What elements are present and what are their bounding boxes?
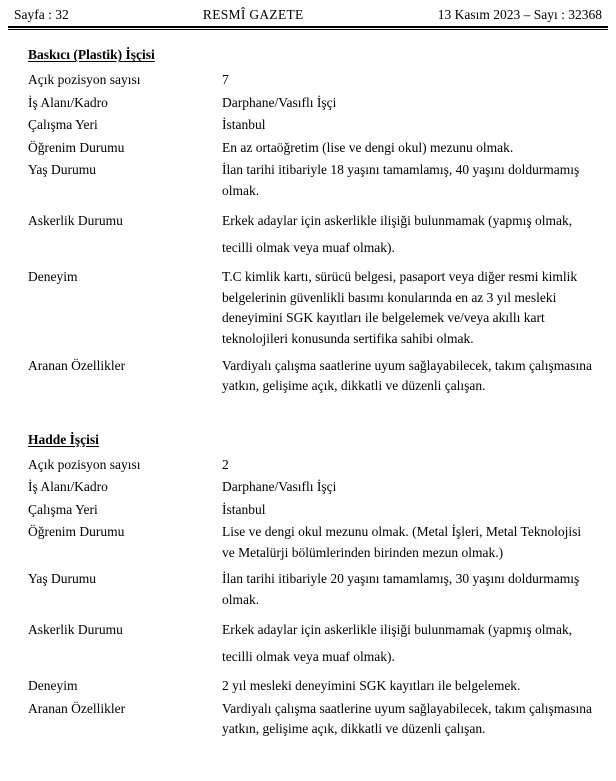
spec-label: İş Alanı/Kadro xyxy=(28,94,108,110)
spec-row xyxy=(14,500,602,521)
spec-value: Erkek adaylar için askerlikle ilişiği bulunmamak (yapmış olmak, tecilli olmak veya muaf olmak). xyxy=(222,622,573,665)
spec-row xyxy=(14,569,602,610)
spec-value: T.C kimlik kartı, sürücü belgesi, pasaport veya diğer resmi kimlik belgelerinin güvenlikli basımı konularında en az 3 yıl mesleki deneyimini SGK kayıtları ile belgelemek ve/veya akıllı kart teknolojileri konusunda sertifika sahibi olmak. xyxy=(222,269,578,346)
document-body xyxy=(0,46,616,739)
header-rule-thick xyxy=(8,26,608,28)
spec-row xyxy=(14,115,602,136)
spec-row xyxy=(14,207,602,261)
spec-label: Askerlik Durumu xyxy=(28,213,123,229)
spec-value: 2 yıl mesleki deneyimini SGK kayıtları ile belgelemek. xyxy=(222,678,521,694)
spec-row xyxy=(14,356,602,397)
spec-value: İstanbul xyxy=(222,501,266,517)
spec-value: İlan tarihi itibariyle 18 yaşını tamamlamış, 40 yaşını doldurmamış olmak. xyxy=(222,162,580,198)
spec-row xyxy=(14,93,602,114)
spec-value: Darphane/Vasıflı İşçi xyxy=(222,479,337,495)
spec-row xyxy=(14,138,602,159)
spec-label: Çalışma Yeri xyxy=(28,117,98,133)
spec-value: Lise ve dengi okul mezunu olmak. (Metal İşleri, Metal Teknolojisi ve Metalürji bölümlerinden birinden mezun olmak.) xyxy=(222,524,582,560)
spec-row xyxy=(14,699,602,740)
spec-row xyxy=(14,70,602,91)
page-number-label: Sayfa : 32 xyxy=(14,7,69,22)
spec-value: 2 xyxy=(222,456,229,472)
job-listing-baskici xyxy=(14,46,602,396)
spec-value: 7 xyxy=(222,72,229,88)
header-rule-thin xyxy=(8,29,608,30)
spec-value: İstanbul xyxy=(222,117,266,133)
spec-row xyxy=(14,522,602,563)
spec-value: Erkek adaylar için askerlikle ilişiği bulunmamak (yapmış olmak, tecilli olmak veya muaf olmak). xyxy=(222,213,573,256)
spec-row xyxy=(14,676,602,697)
spec-row xyxy=(14,455,602,476)
spec-value: Vardiyalı çalışma saatlerine uyum sağlayabilecek, takım çalışmasına yatkın, gelişime açık, dikkatli ve düzenli çalışan. xyxy=(222,700,592,737)
spec-label: Öğrenim Durumu xyxy=(28,139,125,155)
spec-row xyxy=(14,616,602,670)
spec-value: İlan tarihi itibariyle 20 yaşını tamamlamış, 30 yaşını doldurmamış olmak. xyxy=(222,571,580,607)
job-listing-hadde xyxy=(14,431,602,740)
spec-label: Açık pozisyon sayısı xyxy=(28,456,141,472)
spec-row xyxy=(14,267,602,349)
spec-label: Aranan Özellikler xyxy=(28,357,126,373)
spec-label: Açık pozisyon sayısı xyxy=(28,72,141,88)
spec-label: Aranan Özellikler xyxy=(28,700,126,716)
spec-label: Askerlik Durumu xyxy=(28,622,123,638)
spec-value: Vardiyalı çalışma saatlerine uyum sağlayabilecek, takım çalışmasına yatkın, gelişime açık, dikkatli ve düzenli çalışan. xyxy=(222,357,592,394)
job-title: Baskıcı (Plastik) İşçisi xyxy=(28,47,155,63)
job-title: Hadde İşçisi xyxy=(28,431,99,447)
spec-label: Deneyim xyxy=(28,269,78,285)
spec-value: En az ortaöğretim (lise ve dengi okul) mezunu olmak. xyxy=(222,139,514,155)
issue-date-number: 13 Kasım 2023 – Sayı : 32368 xyxy=(437,7,602,22)
spec-label: Yaş Durumu xyxy=(28,162,97,178)
spec-label: Yaş Durumu xyxy=(28,571,97,587)
gazette-title: RESMÎ GAZETE xyxy=(202,7,304,22)
spec-label: Öğrenim Durumu xyxy=(28,524,125,540)
page-running-header xyxy=(0,0,616,23)
spec-label: İş Alanı/Kadro xyxy=(28,479,108,495)
spec-label: Çalışma Yeri xyxy=(28,501,98,517)
spec-row xyxy=(14,477,602,498)
header-divider xyxy=(8,26,608,31)
spec-row xyxy=(14,160,602,201)
spec-label: Deneyim xyxy=(28,678,78,694)
spec-value: Darphane/Vasıflı İşçi xyxy=(222,94,337,110)
